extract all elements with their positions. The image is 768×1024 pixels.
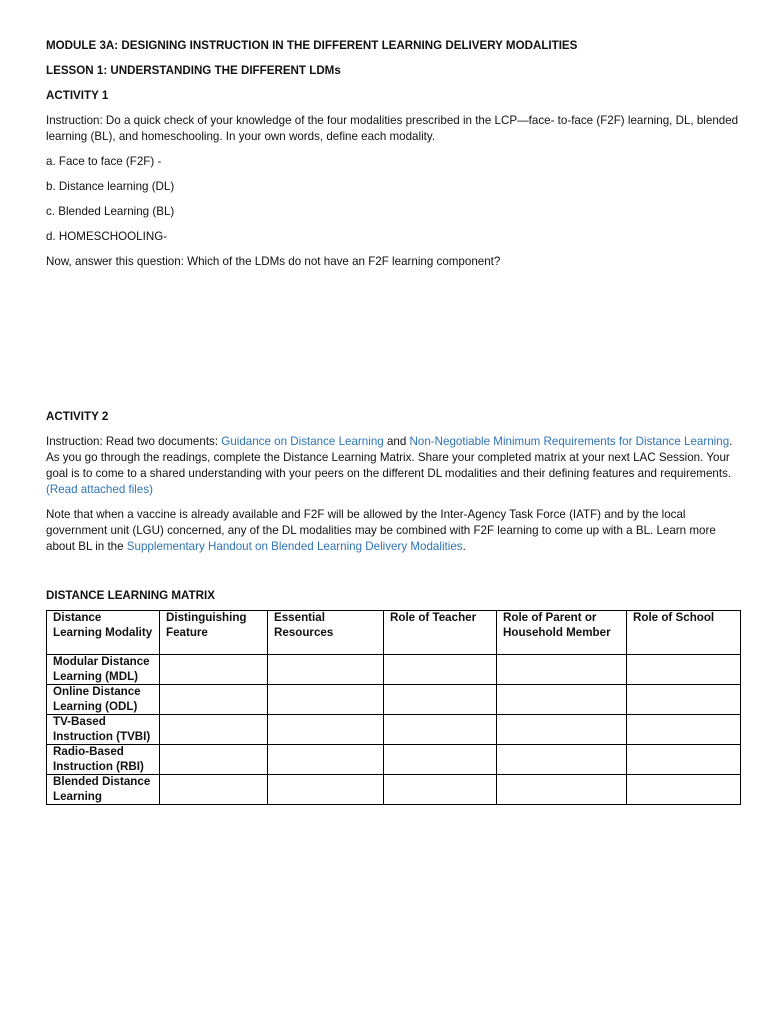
matrix-cell[interactable] <box>627 715 741 745</box>
note-prefix: Note that when a vaccine is already available and F2F will be allowed by the Inter-Agency Task Force (IATF) and by the local government unit (LGU) concerned, any of the DL modalities may be combined with F2F learning to come up with a BL. Learn more about BL in the <box>46 508 716 553</box>
table-row <box>47 685 741 715</box>
matrix-cell[interactable] <box>497 715 627 745</box>
matrix-cell[interactable] <box>497 745 627 775</box>
row-label-mdl: Modular Distance Learning (MDL) <box>47 655 160 685</box>
module-title: MODULE 3A: DESIGNING INSTRUCTION IN THE DIFFERENT LEARNING DELIVERY MODALITIES <box>46 39 578 52</box>
matrix-cell[interactable] <box>384 775 497 805</box>
matrix-cell[interactable] <box>268 715 384 745</box>
activity-1-heading: ACTIVITY 1 <box>46 89 109 102</box>
item-blended-learning: c. Blended Learning (BL) <box>46 205 175 218</box>
matrix-cell[interactable] <box>160 655 268 685</box>
table-row <box>47 775 741 805</box>
matrix-cell[interactable] <box>384 745 497 775</box>
link-read-attached-files[interactable]: (Read attached files) <box>46 483 153 496</box>
item-face-to-face: a. Face to face (F2F) - <box>46 155 162 168</box>
matrix-cell[interactable] <box>384 715 497 745</box>
matrix-cell[interactable] <box>384 685 497 715</box>
link-guidance-distance-learning[interactable]: Guidance on Distance Learning <box>221 435 384 448</box>
table-row <box>47 655 741 685</box>
header-essential-resources: Essential Resources <box>268 611 384 655</box>
activity-2-note <box>46 507 740 555</box>
activity-1-instruction: Instruction: Do a quick check of your knowledge of the four modalities prescribed in the LCP—face- to-face (F2F) learning, DL, blended learning (BL), and homeschooling. In your own words, define each modality. <box>46 114 739 143</box>
header-modality: Distance Learning Modality <box>47 611 160 655</box>
header-role-of-school: Role of School <box>627 611 741 655</box>
matrix-title: DISTANCE LEARNING MATRIX <box>46 589 215 602</box>
matrix-cell[interactable] <box>268 745 384 775</box>
header-role-of-teacher: Role of Teacher <box>384 611 497 655</box>
matrix-cell[interactable] <box>497 655 627 685</box>
matrix-cell[interactable] <box>268 685 384 715</box>
matrix-cell[interactable] <box>160 775 268 805</box>
matrix-cell[interactable] <box>384 655 497 685</box>
instruction-middle: . As you go through the readings, complete the Distance Learning Matrix. Share your completed matrix at your next LAC Session. Your goal is to come to a shared understanding with your peers on the different DL modalities and their defining features and requirements. <box>46 435 733 480</box>
matrix-cell[interactable] <box>627 685 741 715</box>
matrix-cell[interactable] <box>497 685 627 715</box>
note-suffix: . <box>462 540 466 553</box>
matrix-cell[interactable] <box>627 775 741 805</box>
matrix-cell[interactable] <box>160 745 268 775</box>
matrix-cell[interactable] <box>497 775 627 805</box>
header-role-of-parent: Role of Parent or Household Member <box>497 611 627 655</box>
matrix-cell[interactable] <box>627 655 741 685</box>
activity-1-question: Now, answer this question: Which of the LDMs do not have an F2F learning component? <box>46 255 501 268</box>
row-label-rbi: Radio-Based Instruction (RBI) <box>47 745 160 775</box>
matrix-cell[interactable] <box>160 715 268 745</box>
instruction-and: and <box>383 435 410 448</box>
header-distinguishing-feature: Distinguishing Feature <box>160 611 268 655</box>
row-label-odl: Online Distance Learning (ODL) <box>47 685 160 715</box>
matrix-cell[interactable] <box>627 745 741 775</box>
row-label-tvbi: TV-Based Instruction (TVBI) <box>47 715 160 745</box>
item-distance-learning: b. Distance learning (DL) <box>46 180 175 193</box>
table-row <box>47 715 741 745</box>
activity-2-instruction <box>46 434 740 498</box>
table-row <box>47 745 741 775</box>
matrix-cell[interactable] <box>160 685 268 715</box>
matrix-header-row <box>47 611 741 655</box>
matrix-cell[interactable] <box>268 775 384 805</box>
instruction-prefix: Instruction: Read two documents: <box>46 435 222 448</box>
link-minimum-requirements[interactable]: Non-Negotiable Minimum Requirements for Distance Learning <box>409 435 730 448</box>
document-page <box>46 38 740 805</box>
row-label-blended: Blended Distance Learning <box>47 775 160 805</box>
matrix-cell[interactable] <box>268 655 384 685</box>
activity-2-heading: ACTIVITY 2 <box>46 410 109 423</box>
lesson-title: LESSON 1: UNDERSTANDING THE DIFFERENT LDMs <box>46 64 341 77</box>
link-supplementary-handout[interactable]: Supplementary Handout on Blended Learning Delivery Modalities <box>126 540 463 553</box>
distance-learning-matrix <box>46 610 741 805</box>
item-homeschooling: d. HOMESCHOOLING- <box>46 230 168 243</box>
